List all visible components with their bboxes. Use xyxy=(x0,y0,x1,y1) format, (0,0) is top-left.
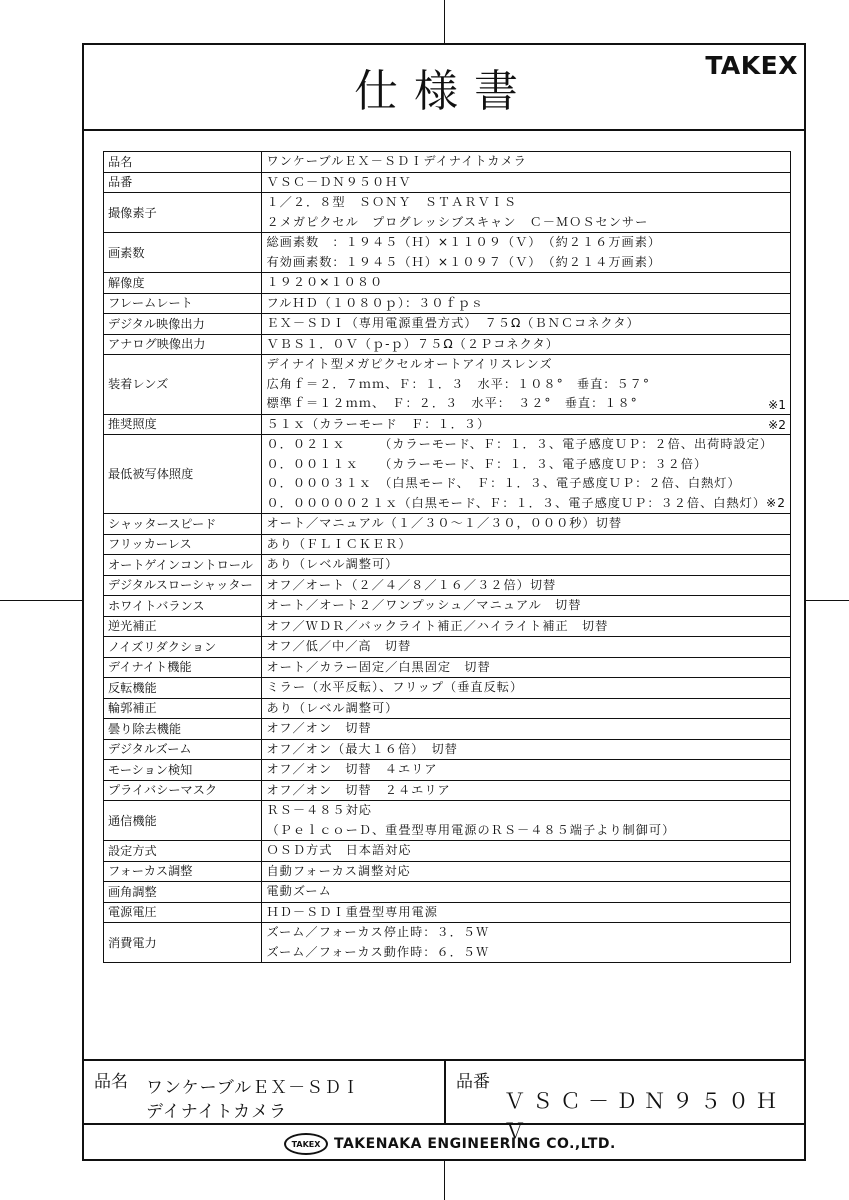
spec-value xyxy=(262,923,791,963)
spec-value xyxy=(262,575,791,596)
spec-value-line: フルＨＤ（１０８０ｐ）：３０ｆｐｓ xyxy=(266,295,485,310)
spec-row xyxy=(104,678,791,699)
spec-label: 解像度 xyxy=(104,273,262,294)
spec-label: フレームレート xyxy=(104,293,262,314)
spec-value xyxy=(262,555,791,576)
maker-seal-icon: TAKEX xyxy=(284,1133,328,1155)
spec-label: ホワイトバランス xyxy=(104,596,262,617)
spec-row xyxy=(104,637,791,658)
spec-row xyxy=(104,923,791,963)
spec-value xyxy=(262,334,791,355)
spec-value-line: ５１ｘ（カラーモード Ｆ：１．３） xyxy=(266,416,491,431)
spec-note: ※1 xyxy=(768,397,786,412)
spec-row xyxy=(104,739,791,760)
crop-mark-bottom xyxy=(444,1161,445,1200)
spec-value-line: ＨＤ－ＳＤＩ重畳型専用電源 xyxy=(266,904,438,919)
spec-value-line: １／２．８型 ＳＯＮＹ ＳＴＡＲＶＩＳ xyxy=(266,195,518,209)
spec-value xyxy=(262,760,791,781)
spec-row xyxy=(104,152,791,173)
product-code-label: 品番 xyxy=(456,1072,490,1092)
spec-label: 輪郭補正 xyxy=(104,698,262,719)
spec-value-line: ワンケーブルＥＸ－ＳＤＩデイナイトカメラ xyxy=(266,154,527,168)
spec-value xyxy=(262,534,791,555)
crop-mark-left xyxy=(0,600,82,601)
document-title: 仕様書 xyxy=(354,66,534,117)
spec-row xyxy=(104,616,791,637)
spec-label: 品番 xyxy=(104,172,262,193)
spec-value-line: オート／カラー固定／白黒固定 切替 xyxy=(266,659,491,674)
crop-mark-right xyxy=(806,600,849,601)
spec-value-line: ＯＳＤ方式 日本語対応 xyxy=(266,843,412,857)
spec-value xyxy=(262,152,791,173)
spec-label: 品名 xyxy=(104,152,262,173)
spec-value-line: 広角ｆ＝２．７ｍｍ、Ｆ：１．３ 水平：１０８° 垂直：５７° xyxy=(266,376,650,391)
spec-row xyxy=(104,719,791,740)
spec-value xyxy=(262,596,791,617)
spec-label: 通信機能 xyxy=(104,801,262,841)
spec-row xyxy=(104,760,791,781)
spec-row xyxy=(104,414,791,435)
spec-value xyxy=(262,172,791,193)
spec-row xyxy=(104,435,791,514)
spec-value xyxy=(262,637,791,658)
spec-value xyxy=(262,314,791,335)
spec-value-line: ０．０００３１ｘ （白黒モード、 Ｆ：１．３、電子感度ＵＰ：２倍、白熱灯） xyxy=(266,476,741,490)
spec-value-line: オフ／オン 切替 ２４エリア xyxy=(266,782,451,797)
spec-label: 画素数 xyxy=(104,233,262,273)
product-code-value: ＶＳＣ－ＤＮ９５０ＨＶ xyxy=(504,1089,784,1143)
spec-label: 電源電圧 xyxy=(104,902,262,923)
spec-value xyxy=(262,902,791,923)
spec-row xyxy=(104,293,791,314)
spec-label: 曇り除去機能 xyxy=(104,719,262,740)
spec-value xyxy=(262,882,791,903)
spec-value-line: ２メガピクセル プログレッシブスキャン Ｃ－ＭＯＳセンサー xyxy=(266,214,649,229)
product-name-value: デイナイトカメラ xyxy=(146,1102,288,1122)
spec-value-line: オート／オート２／ワンプッシュ／マニュアル 切替 xyxy=(266,598,582,612)
spec-label: 消費電力 xyxy=(104,923,262,963)
spec-value-line: オフ／ＷＤＲ／バックライト補正／ハイライト補正 切替 xyxy=(266,618,609,633)
spec-table xyxy=(103,151,791,963)
spec-label: ノイズリダクション xyxy=(104,637,262,658)
spec-value xyxy=(262,273,791,294)
maker-name: TAKENAKA ENGINEERING CO.,LTD. xyxy=(334,1136,616,1152)
spec-row xyxy=(104,596,791,617)
spec-label: デジタルスローシャッター xyxy=(104,575,262,596)
spec-value-line: 自動フォーカス調整対応 xyxy=(266,863,411,878)
spec-value-line: １９２０×１０８０ xyxy=(266,275,384,289)
spec-row xyxy=(104,882,791,903)
spec-value-line: 標準ｆ＝１２ｍｍ、 Ｆ：２．３ 水平： ３２° 垂直：１８° xyxy=(266,396,638,410)
spec-value xyxy=(262,657,791,678)
spec-value-line: ズーム／フォーカス停止時：３．５Ｗ xyxy=(266,925,490,939)
spec-label: 装着レンズ xyxy=(104,355,262,415)
divider xyxy=(444,1059,446,1123)
spec-value-line: 総画素数 ：１９４５（Ｈ）×１１０９（Ｖ） （約２１６万画素） xyxy=(266,235,662,249)
spec-label: 反転機能 xyxy=(104,678,262,699)
spec-value xyxy=(262,719,791,740)
product-name-label: 品名 xyxy=(94,1072,128,1092)
spec-value xyxy=(262,841,791,862)
spec-row xyxy=(104,902,791,923)
spec-label: シャッタースピード xyxy=(104,514,262,535)
spec-label: 推奨照度 xyxy=(104,414,262,435)
spec-row xyxy=(104,657,791,678)
spec-value-line: ０．０２１ｘ （カラーモード、Ｆ：１．３、電子感度ＵＰ：２倍、出荷時設定） xyxy=(266,437,774,451)
spec-value xyxy=(262,193,791,233)
spec-value xyxy=(262,801,791,841)
spec-value-line: オフ／オン 切替 ４エリア xyxy=(266,762,438,776)
spec-row xyxy=(104,555,791,576)
spec-value xyxy=(262,678,791,699)
spec-row xyxy=(104,514,791,535)
spec-row xyxy=(104,334,791,355)
spec-label: プライバシーマスク xyxy=(104,780,262,801)
spec-value xyxy=(262,414,791,435)
spec-value-line: ＶＳＣ－ＤＮ９５０ＨＶ xyxy=(266,174,412,189)
spec-row xyxy=(104,861,791,882)
spec-row xyxy=(104,780,791,801)
spec-label: 画角調整 xyxy=(104,882,262,903)
spec-row xyxy=(104,575,791,596)
spec-label: 最低被写体照度 xyxy=(104,435,262,514)
spec-label: フリッカーレス xyxy=(104,534,262,555)
spec-note: ※2 xyxy=(768,418,786,432)
spec-value-line: ＲＳ－４８５対応 xyxy=(266,803,372,817)
spec-label: モーション検知 xyxy=(104,760,262,781)
spec-value-line: ０．００１１ｘ （カラーモード、Ｆ：１．３、電子感度ＵＰ：３２倍） xyxy=(266,456,708,471)
spec-label: 撮像素子 xyxy=(104,193,262,233)
spec-value-line: ０．０００００２１ｘ（白黒モード、Ｆ：１．３、電子感度ＵＰ：３２倍、白熱灯）※2 xyxy=(266,495,786,510)
spec-label: 逆光補正 xyxy=(104,616,262,637)
spec-value xyxy=(262,435,791,514)
spec-row xyxy=(104,534,791,555)
spec-row xyxy=(104,193,791,233)
spec-value-line: 有効画素数：１９４５（Ｈ）×１０９７（Ｖ） （約２１４万画素） xyxy=(266,254,662,269)
spec-value-line: ミラー（水平反転）、フリップ（垂直反転） xyxy=(266,680,524,694)
spec-value xyxy=(262,780,791,801)
spec-value-line: あり（レベル調整可） xyxy=(266,700,399,715)
spec-label: デジタル映像出力 xyxy=(104,314,262,335)
spec-value-line: あり（ＦＬＩＣＫＥＲ） xyxy=(266,536,412,551)
spec-value xyxy=(262,861,791,882)
maker-logo xyxy=(284,1133,616,1155)
spec-value xyxy=(262,739,791,760)
spec-row xyxy=(104,314,791,335)
spec-value-line: （ＰｅｌｃｏーＤ、重畳型専用電源のＲＳ－４８５端子より制御可） xyxy=(266,822,676,837)
spec-value xyxy=(262,233,791,273)
spec-row xyxy=(104,698,791,719)
spec-value-line: オート／マニュアル（１／３０～１／３０，０００秒）切替 xyxy=(266,516,623,530)
spec-row xyxy=(104,172,791,193)
spec-value-line: ＥＸ－ＳＤＩ（専用電源重畳方式） ７５Ω（ＢＮＣコネクタ） xyxy=(266,316,640,330)
product-name-value: ワンケーブルＥＸ－ＳＤＩ xyxy=(146,1078,361,1098)
spec-value-line: デイナイト型メガピクセルオートアイリスレンズ xyxy=(266,357,553,371)
spec-value-line: オフ／低／中／高 切替 xyxy=(266,639,412,653)
spec-value-line: オフ／オート（２／４／８／１６／３２倍）切替 xyxy=(266,577,557,592)
spec-value-line: ＶＢＳ１．０Ｖ（ｐ-ｐ）７５Ω（２Ｐコネクタ） xyxy=(266,336,559,351)
spec-row xyxy=(104,801,791,841)
spec-value-line: オフ／オン 切替 xyxy=(266,721,372,735)
spec-label: フォーカス調整 xyxy=(104,861,262,882)
spec-value xyxy=(262,293,791,314)
document-frame xyxy=(82,43,806,1161)
spec-value-line: 電動ズーム xyxy=(266,884,332,898)
spec-value-line: ズーム／フォーカス動作時：６．５Ｗ xyxy=(266,944,490,959)
crop-mark-top xyxy=(444,0,445,43)
brand-logo: TAKEX xyxy=(705,51,798,80)
spec-value xyxy=(262,698,791,719)
spec-value xyxy=(262,514,791,535)
spec-label: アナログ映像出力 xyxy=(104,334,262,355)
spec-row xyxy=(104,841,791,862)
spec-value xyxy=(262,355,791,415)
spec-value-line: あり（レベル調整可） xyxy=(266,557,399,571)
spec-label: デジタルズーム xyxy=(104,739,262,760)
spec-label: オートゲインコントロール xyxy=(104,555,262,576)
divider xyxy=(84,129,804,131)
spec-row xyxy=(104,233,791,273)
spec-value xyxy=(262,616,791,637)
spec-label: デイナイト機能 xyxy=(104,657,262,678)
spec-value-line: オフ／オン（最大１６倍） 切替 xyxy=(266,741,458,756)
spec-row xyxy=(104,355,791,415)
spec-label: 設定方式 xyxy=(104,841,262,862)
spec-row xyxy=(104,273,791,294)
